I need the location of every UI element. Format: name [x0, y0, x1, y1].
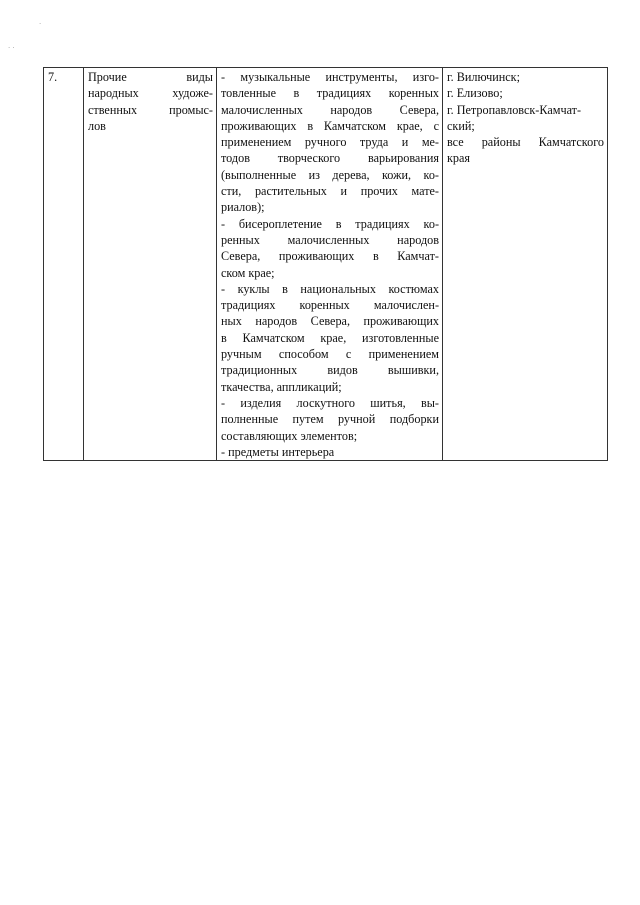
- description-line: - предметы интерьера: [221, 444, 335, 459]
- description-line: проживающих в Камчатском крае, с: [221, 118, 439, 133]
- description-line: ском крае;: [221, 265, 275, 280]
- craft-description-cell: [217, 68, 443, 461]
- scan-speck: ·: [39, 20, 42, 28]
- location-line: края: [447, 151, 471, 166]
- table-row: [44, 68, 608, 461]
- craft-name-line: Прочие виды: [88, 70, 213, 84]
- location-line: г. Вилючинск;: [447, 70, 520, 84]
- description-line: ренных малочисленных народов: [221, 232, 439, 247]
- description-line: сти, растительных и прочих мате-: [221, 184, 439, 199]
- scan-speck: · ·: [8, 44, 15, 52]
- description-line: тодов творческого варьирования: [221, 151, 439, 166]
- description-line: применением ручного труда и ме-: [221, 135, 439, 150]
- description-line: Севера, проживающих в Камчат-: [221, 249, 439, 264]
- craft-name-line: ственных промыс-: [88, 102, 213, 117]
- description-line: малочисленных народов Севера,: [221, 102, 439, 117]
- description-line: - изделия лоскутного шитья, вы-: [221, 395, 439, 410]
- location-line: все районы Камчатского: [447, 135, 604, 150]
- description-line: составляющих элементов;: [221, 428, 358, 443]
- row-number-cell: [44, 68, 84, 461]
- description-line: традиционных видов вышивки,: [221, 363, 439, 378]
- description-line: (выполненные из дерева, кожи, ко-: [221, 167, 439, 182]
- description-line: ных народов Севера, проживающих: [221, 314, 439, 329]
- description-line: в Камчатском крае, изготовленные: [221, 330, 439, 345]
- description-line: полненные путем ручной подборки: [221, 412, 439, 427]
- location-line: г. Петропавловск-Камчат-: [447, 102, 582, 117]
- craft-name-line: лов: [88, 118, 106, 133]
- description-line: товленные в традициях коренных: [221, 86, 439, 101]
- description-line: - бисероплетение в традициях ко-: [221, 216, 439, 231]
- location-line: ский;: [447, 118, 475, 133]
- craft-name-cell: [84, 68, 217, 461]
- row-number: 7.: [48, 70, 58, 84]
- location-cell: [443, 68, 608, 461]
- crafts-table: [43, 67, 608, 461]
- description-line: ручным способом с применением: [221, 347, 439, 362]
- location-line: г. Елизово;: [447, 86, 503, 101]
- craft-name-line: народных художе-: [88, 86, 213, 101]
- description-line: ткачества, аппликаций;: [221, 379, 342, 394]
- description-line: - музыкальные инструменты, изго-: [221, 70, 439, 84]
- description-line: риалов);: [221, 200, 265, 215]
- description-line: - куклы в национальных костюмах: [221, 281, 439, 296]
- description-line: традициях коренных малочислен-: [221, 298, 439, 313]
